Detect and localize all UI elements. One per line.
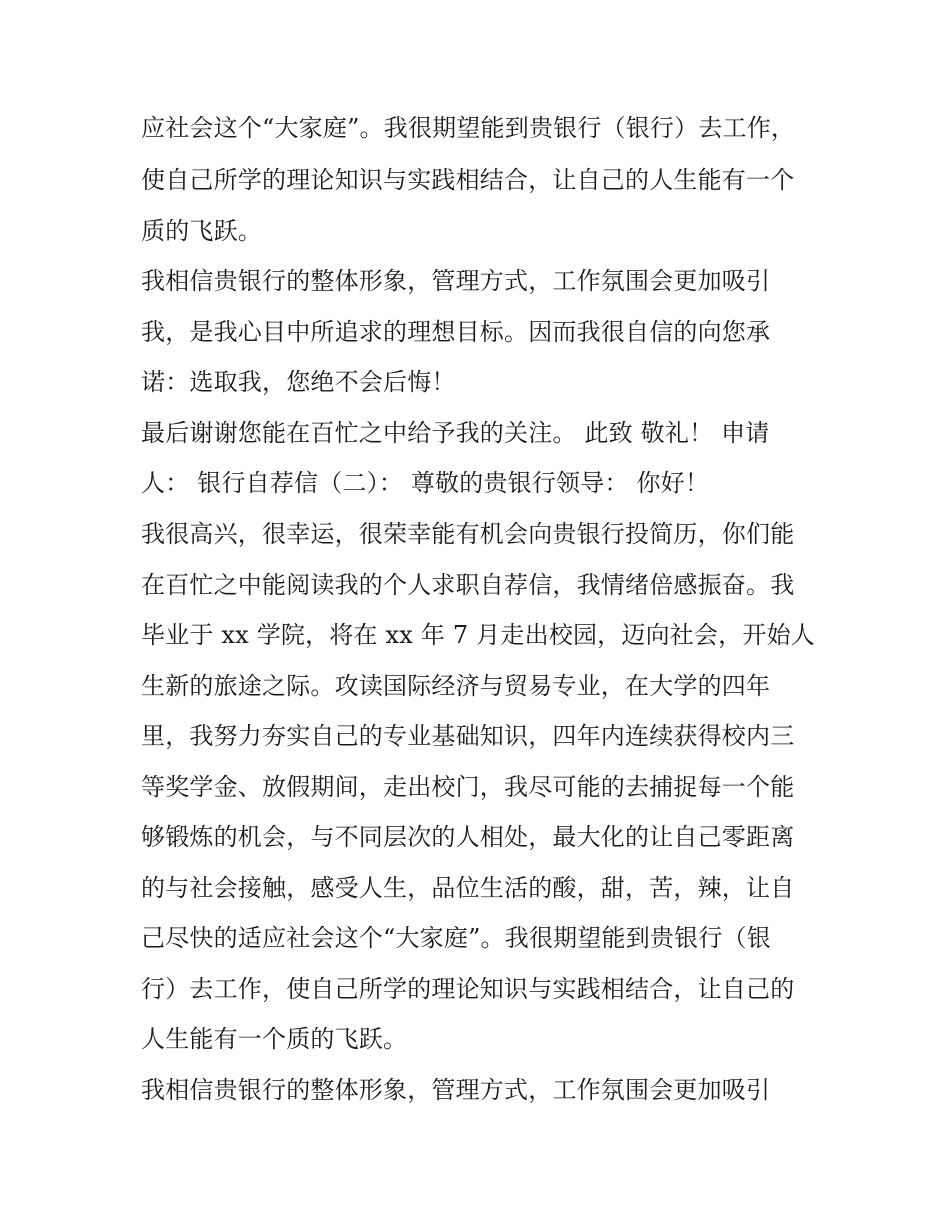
text-line-19: 人生能有一个质的飞跃。 <box>141 1025 408 1053</box>
text-line-4: 我相信贵银行的整体形象，管理方式，工作氛围会更加吸引 <box>141 267 771 295</box>
text-line-6: 诺：选取我，您绝不会后悔！ <box>141 368 456 396</box>
text-line-9: 我很高兴，很幸运，很荣幸能有机会向贵银行投简历，你们能 <box>141 520 795 548</box>
text-line-14: 等奖学金、放假期间，走出校门，我尽可能的去捕捉每一个能 <box>141 773 795 801</box>
text-line-18: 行）去工作，使自己所学的理论知识与实践相结合，让自己的 <box>141 975 795 1003</box>
text-line-15: 够锻炼的机会，与不同层次的人相处，最大化的让自己零距离 <box>141 823 795 851</box>
text-line-8: 人： 银行自荐信（二）： 尊敬的贵银行领导： 你好！ <box>141 469 710 497</box>
text-line-12: 生新的旅途之际。攻读国际经济与贸易专业，在大学的四年 <box>141 672 771 700</box>
text-line-5: 我，是我心目中所追求的理想目标。因而我很自信的向您承 <box>141 318 771 346</box>
text-line-16: 的与社会接触，感受人生，品位生活的酸，甜，苦，辣，让自 <box>141 874 795 902</box>
text-line-2: 使自己所学的理论知识与实践相结合，让自己的人生能有一个 <box>141 166 795 194</box>
text-line-10: 在百忙之中能阅读我的个人求职自荐信，我情绪倍感振奋。我 <box>141 571 795 599</box>
text-line-3: 质的飞跃。 <box>141 217 262 245</box>
text-line-1: 应社会这个“大家庭”。我很期望能到贵银行（银行）去工作， <box>141 114 796 142</box>
text-line-13: 里，我努力夯实自己的专业基础知识，四年内连续获得校内三 <box>141 722 795 750</box>
text-line-20: 我相信贵银行的整体形象，管理方式，工作氛围会更加吸引 <box>141 1076 771 1104</box>
text-line-7: 最后谢谢您能在百忙之中给予我的关注。 此致 敬礼！ 申请 <box>141 419 770 447</box>
text-line-17: 己尽快的适应社会这个“大家庭”。我很期望能到贵银行（银 <box>141 924 771 952</box>
text-line-11: 毕业于 xx 学院，将在 xx 年 7 月走出校园，迈向社会，开始人 <box>141 621 815 649</box>
